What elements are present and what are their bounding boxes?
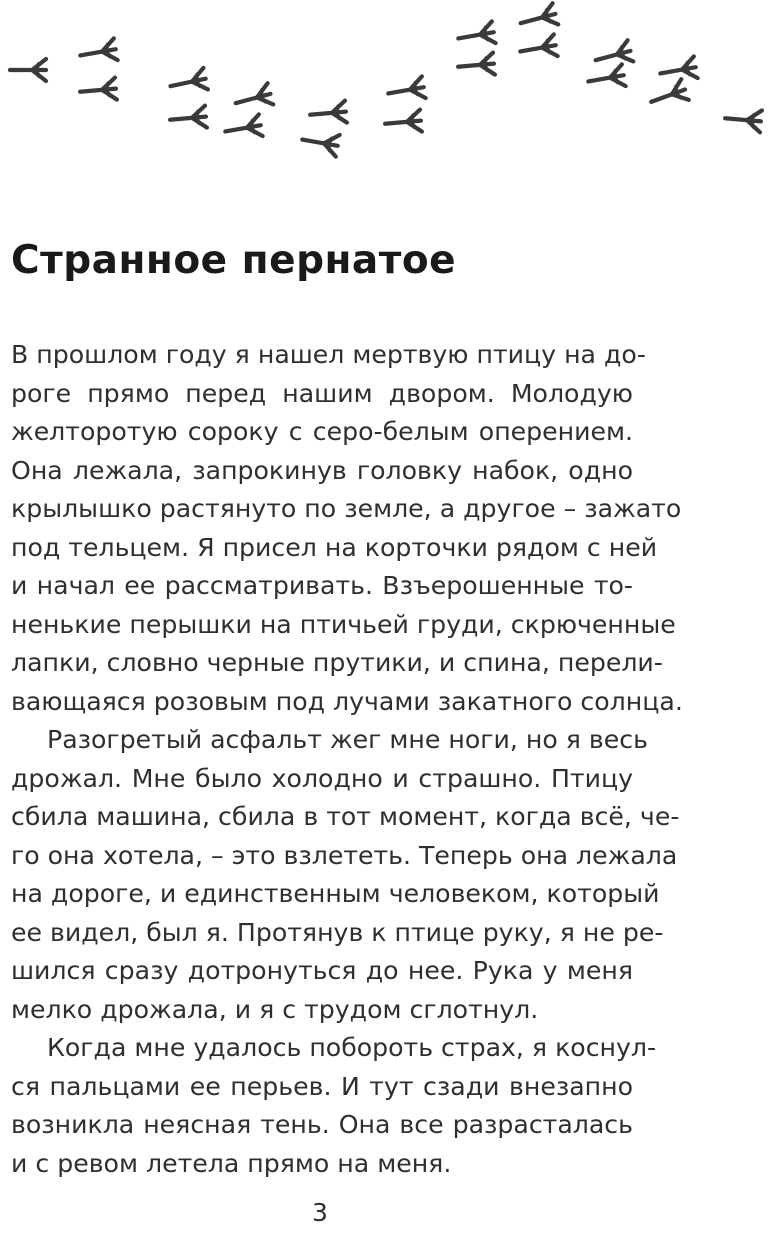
text-line: сбила машина, сбила в тот момент, когда всё, че-	[11, 802, 680, 831]
text-line: В прошлом году я нашел мертвую птицу на до-	[11, 340, 646, 369]
bird-footprint-icon	[233, 83, 273, 114]
bird-footprint-icon	[647, 79, 688, 112]
text-line: ся пальцами ее перьев. И тут сзади внезапно	[11, 1071, 633, 1101]
bird-footprint-icon	[386, 76, 425, 104]
bird-footprint-icon	[586, 64, 625, 92]
bird-footprint-icon	[457, 53, 495, 78]
page-number: 3	[312, 1198, 328, 1227]
bird-footprint-icon	[518, 3, 558, 34]
bird-footprint-icon	[168, 68, 208, 97]
text-line: Разогретый асфальт жег мне ноги, но я весь	[47, 725, 648, 754]
bird-footprint-icon	[658, 56, 697, 84]
text-line: го она хотела, – это взлететь. Теперь она лежала	[11, 840, 678, 870]
text-line: и начал ее рассматривать. Взъерошенные то-	[11, 571, 633, 600]
text-line: вающаяся розовым под лучами закатного солнца.	[11, 686, 683, 716]
chapter-title: Странное пернатое	[11, 238, 457, 283]
bird-footprint-icon	[593, 40, 633, 71]
text-line: дрожал. Мне было холодно и страшно. Птицу	[11, 763, 633, 793]
text-line: крылышко растянуто по земле, а другое – зажато	[11, 494, 682, 523]
bird-footprint-icon	[79, 78, 117, 103]
text-line: мелко дрожала, и я с трудом сглотнул.	[11, 994, 539, 1024]
bird-footprint-icon	[384, 110, 422, 135]
text-line: ненькие перышки на птичьей груди, скрюченные	[11, 609, 676, 639]
text-line: на дороге, и единственным человеком, который	[11, 879, 660, 908]
bird-footprint-icon	[300, 129, 339, 157]
bird-footprint-icon	[456, 21, 495, 49]
bird-tracks-decoration	[0, 0, 776, 190]
body-text	[11, 336, 683, 1183]
text-line: Она лежала, запрокинув головку набок, одно	[11, 455, 633, 485]
text-line: ее видел, был я. Протянув к птице руку, я не ре-	[11, 917, 664, 947]
text-line: лапки, словно черные прутики, и спина, перели-	[11, 648, 663, 677]
bird-footprint-icon	[169, 106, 207, 131]
text-line: возникла неясная тень. Она все разрасталась	[11, 1110, 633, 1139]
text-line: шился сразу дотронуться до нее. Рука у меня	[11, 956, 633, 985]
bird-footprint-icon	[724, 107, 762, 132]
bird-footprint-icon	[78, 38, 117, 66]
text-line: и с ревом летела прямо на меня.	[11, 1148, 452, 1178]
text-line: под тельцем. Я присел на корточки рядом с ней	[11, 532, 658, 562]
text-line: желторотую сороку с серо-белым оперением.	[11, 417, 633, 446]
bird-footprint-icon	[10, 59, 46, 81]
text-line: роге прямо перед нашим двором. Молодую	[11, 378, 633, 408]
text-line: Когда мне удалось побороть страх, я коснул-	[47, 1033, 657, 1062]
bird-footprint-icon	[518, 34, 557, 62]
bird-footprint-icon	[223, 114, 262, 142]
bird-footprint-icon	[309, 101, 347, 126]
